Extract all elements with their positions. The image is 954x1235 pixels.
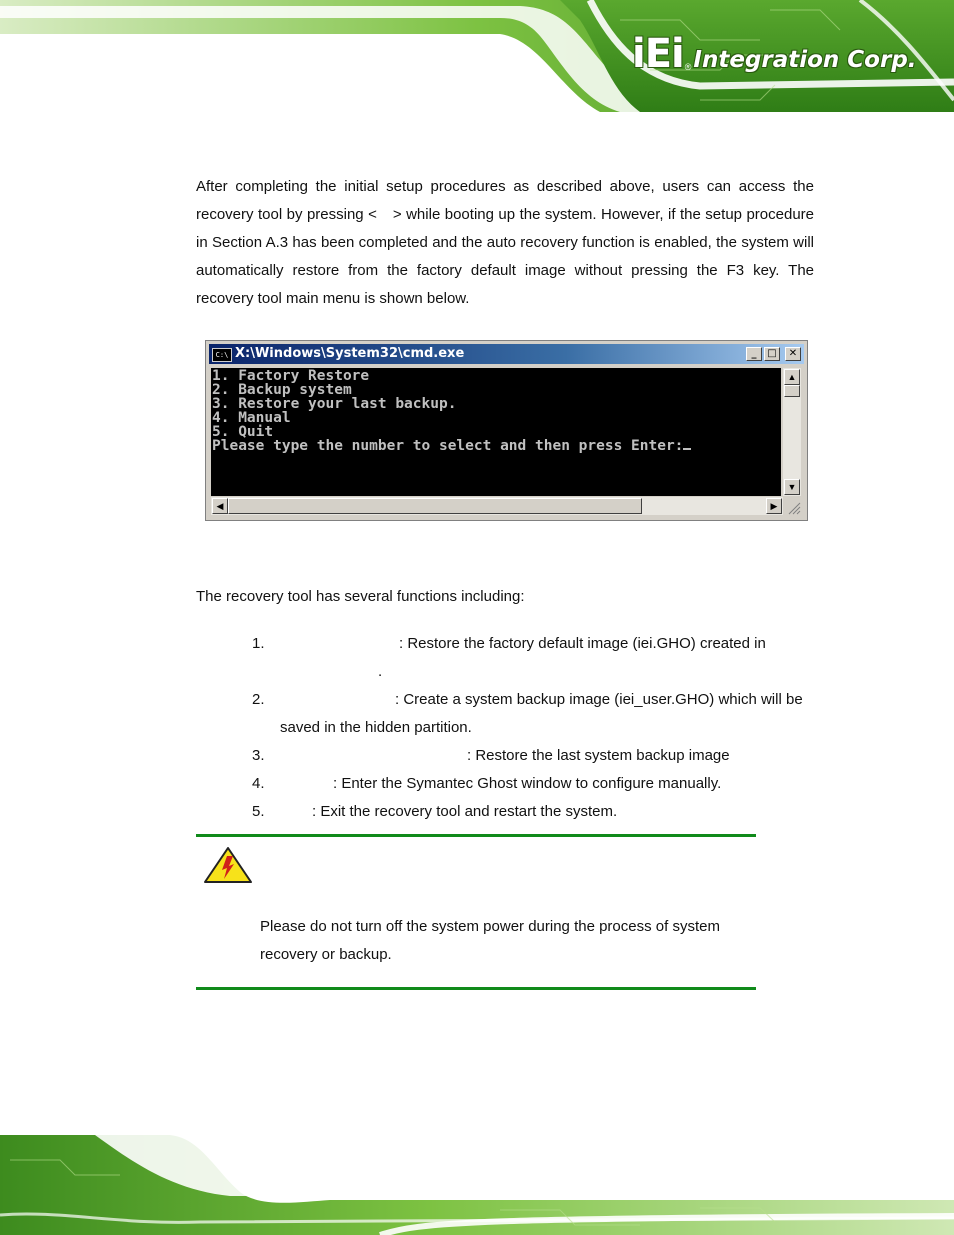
warning-top-rule (196, 834, 756, 837)
list-item (252, 742, 822, 770)
functions-intro: The recovery tool has several functions including: (196, 588, 525, 605)
warning-triangle-icon (203, 846, 253, 884)
horizontal-scrollbar[interactable] (211, 497, 783, 515)
intro-paragraph (196, 173, 814, 313)
prompt-line (212, 439, 781, 453)
list-item (252, 630, 822, 686)
cmd-window (205, 340, 808, 521)
minimize-button[interactable]: _ (746, 347, 762, 361)
menu-line: 1. Factory Restore (212, 368, 370, 384)
list-text-continued: saved in the hidden partition. (280, 719, 472, 736)
warning-text: Please do not turn off the system power during the process of system recovery or backup. (260, 918, 720, 963)
cmd-window-title: X:\Windows\System32\cmd.exe (235, 346, 465, 361)
horizontal-scroll-thumb[interactable] (228, 498, 642, 514)
scroll-up-arrow-icon[interactable]: ▲ (784, 369, 800, 385)
logo-text: Integration Corp. (693, 47, 917, 73)
intro-text-part2: > while booting up the system. However, if the setup procedure in Section A.3 has been completed and the auto recovery function is enabled, the system will automatically restore from the factory default image without pressing the F3 key. The recovery tool main menu is shown below. (196, 206, 815, 307)
list-item (252, 686, 822, 742)
list-text: : Enter the Symantec Ghost window to configure manually. (333, 775, 722, 792)
menu-line: 2. Backup system (212, 382, 352, 398)
prompt-text: Please type the number to select and then press Enter: (212, 438, 684, 454)
menu-line: 5. Quit (212, 424, 274, 440)
menu-line: 4. Manual (212, 410, 291, 426)
logo-mark: iEi (632, 31, 684, 77)
company-logo (632, 26, 917, 76)
list-number: 2. (252, 691, 265, 708)
list-text: : Create a system backup image (iei_user.GHO) which will be (395, 691, 803, 708)
menu-line: 3. Restore your last backup. (212, 396, 457, 412)
warning-bottom-rule (196, 987, 756, 990)
cmd-icon: C:\ (212, 348, 232, 362)
list-number: 3. (252, 747, 265, 764)
list-number: 1. (252, 635, 265, 652)
list-text-continued: . (378, 663, 383, 680)
logo-registered-mark: ® (684, 62, 692, 72)
intro-text-part1: After completing the initial setup procedures as described above, users can access the recovery tool by pressing < (196, 178, 814, 223)
list-item (252, 770, 822, 798)
scroll-right-arrow-icon[interactable]: ▶ (766, 498, 782, 514)
maximize-button[interactable]: □ (764, 347, 780, 361)
text-cursor (683, 448, 691, 450)
close-button[interactable]: ✕ (785, 347, 801, 361)
vertical-scroll-thumb[interactable] (784, 385, 800, 397)
cmd-output[interactable] (211, 368, 781, 496)
list-item (252, 798, 822, 826)
scroll-left-arrow-icon[interactable]: ◀ (212, 498, 228, 514)
functions-list (252, 630, 822, 826)
list-number: 4. (252, 775, 265, 792)
header-banner (0, 0, 954, 112)
list-text: : Restore the factory default image (iei.GHO) created in (399, 635, 766, 652)
vertical-scrollbar[interactable] (783, 368, 801, 496)
footer-banner (0, 1130, 954, 1235)
scroll-down-arrow-icon[interactable]: ▼ (784, 479, 800, 495)
list-text: : Restore the last system backup image (467, 747, 730, 764)
resize-grip-icon[interactable] (785, 499, 801, 515)
list-text: : Exit the recovery tool and restart the system. (312, 803, 618, 820)
footer-swoosh-graphic (0, 1130, 954, 1235)
cmd-titlebar (209, 344, 804, 364)
list-number: 5. (252, 803, 265, 820)
